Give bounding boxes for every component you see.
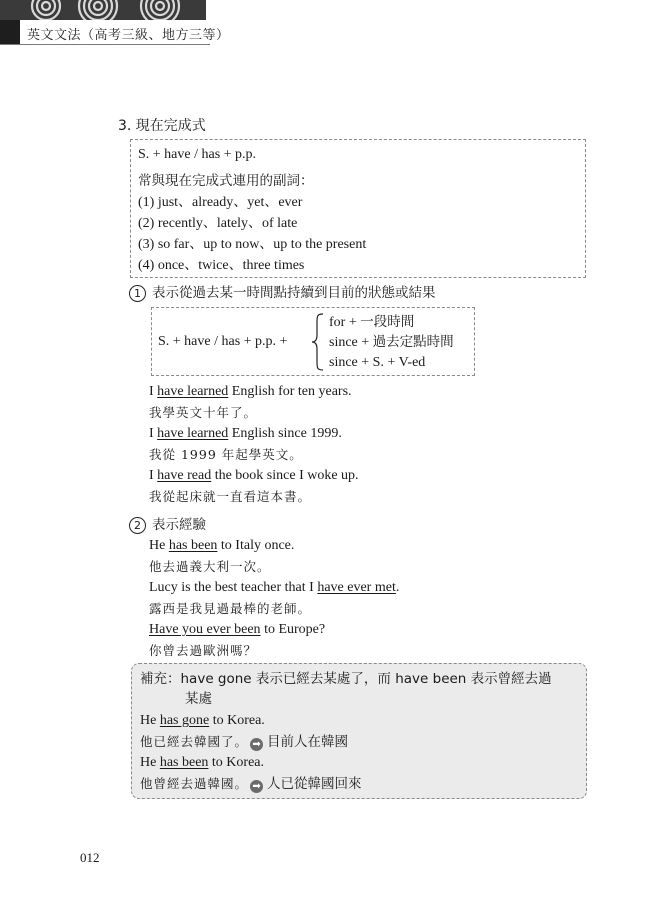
usage-1-title	[129, 284, 436, 302]
example-1-en: I have learned English for ten years.	[149, 384, 352, 399]
supplement-example-1-zh: 他已經去韓國了。 ➡ 目前人在韓國	[140, 734, 349, 750]
adverb-line-2: (2) recently、lately、of late	[138, 216, 298, 231]
example-6-zh: 你曾去過歐洲嗎？	[149, 643, 258, 658]
usage-1-formula: S. + have / has + p.p. +	[158, 334, 288, 349]
curly-brace-icon	[311, 313, 325, 371]
example-3-zh: 我從起床就一直看這本書。	[149, 489, 312, 504]
supplement-line-2: 某處	[185, 691, 212, 707]
example-2-en: I have learned English since 1999.	[149, 426, 342, 441]
option-since-time: since + 過去定點時間	[329, 334, 454, 350]
usage-2-text: 表示經驗	[152, 517, 206, 533]
example-3-en: I have read the book since I woke up.	[149, 468, 359, 483]
example-4-zh: 他去過義大利一次。	[149, 559, 271, 574]
example-1-zh: 我學英文十年了。	[149, 405, 258, 420]
usage-1-text: 表示從過去某一時間點持續到目前的狀態或結果	[152, 285, 436, 301]
circled-number-2: 2	[129, 517, 146, 534]
header-decoration-bar	[0, 0, 206, 20]
arrow-right-icon: ➡	[250, 780, 263, 793]
circled-number-1: 1	[129, 285, 146, 302]
adverb-line-3: (3) so far、up to now、up to the present	[138, 237, 367, 252]
header-tab-block	[0, 20, 20, 45]
usage-2-title	[129, 516, 206, 534]
option-for: for + 一段時間	[329, 314, 415, 330]
example-6-en: Have you ever been to Europe?	[149, 622, 326, 637]
supplement-example-2-en: He has been to Korea.	[140, 755, 265, 770]
arrow-right-icon: ➡	[250, 738, 263, 751]
adverb-line-1: (1) just、already、yet、ever	[138, 195, 303, 210]
section-heading: 3. 現在完成式	[118, 118, 206, 134]
concentric-circles-icon	[0, 0, 206, 20]
header-rule	[0, 44, 210, 45]
supplement-example-2-zh: 他曾經去過韓國。 ➡ 人已從韓國回來	[140, 776, 362, 792]
example-4-en: He has been to Italy once.	[149, 538, 295, 553]
option-since-clause: since + S. + V-ed	[329, 355, 426, 370]
supplement-example-1-en: He has gone to Korea.	[140, 713, 265, 728]
adverb-line-4: (4) once、twice、three times	[138, 258, 305, 273]
example-2-zh: 我從 1999 年起學英文。	[149, 447, 303, 462]
page-number: 012	[80, 850, 100, 865]
formula-text: S. + have / has + p.p.	[138, 147, 257, 162]
example-5-zh: 露西是我見過最棒的老師。	[149, 601, 312, 616]
supplement-line-1: 補充：have gone 表示已經去某處了，而 have been 表示曾經去過	[140, 671, 552, 687]
book-title: 英文文法（高考三級、地方三等）	[27, 28, 230, 43]
adverbs-title: 常與現在完成式連用的副詞：	[138, 173, 314, 189]
example-5-en: Lucy is the best teacher that I have ever met.	[149, 580, 400, 595]
